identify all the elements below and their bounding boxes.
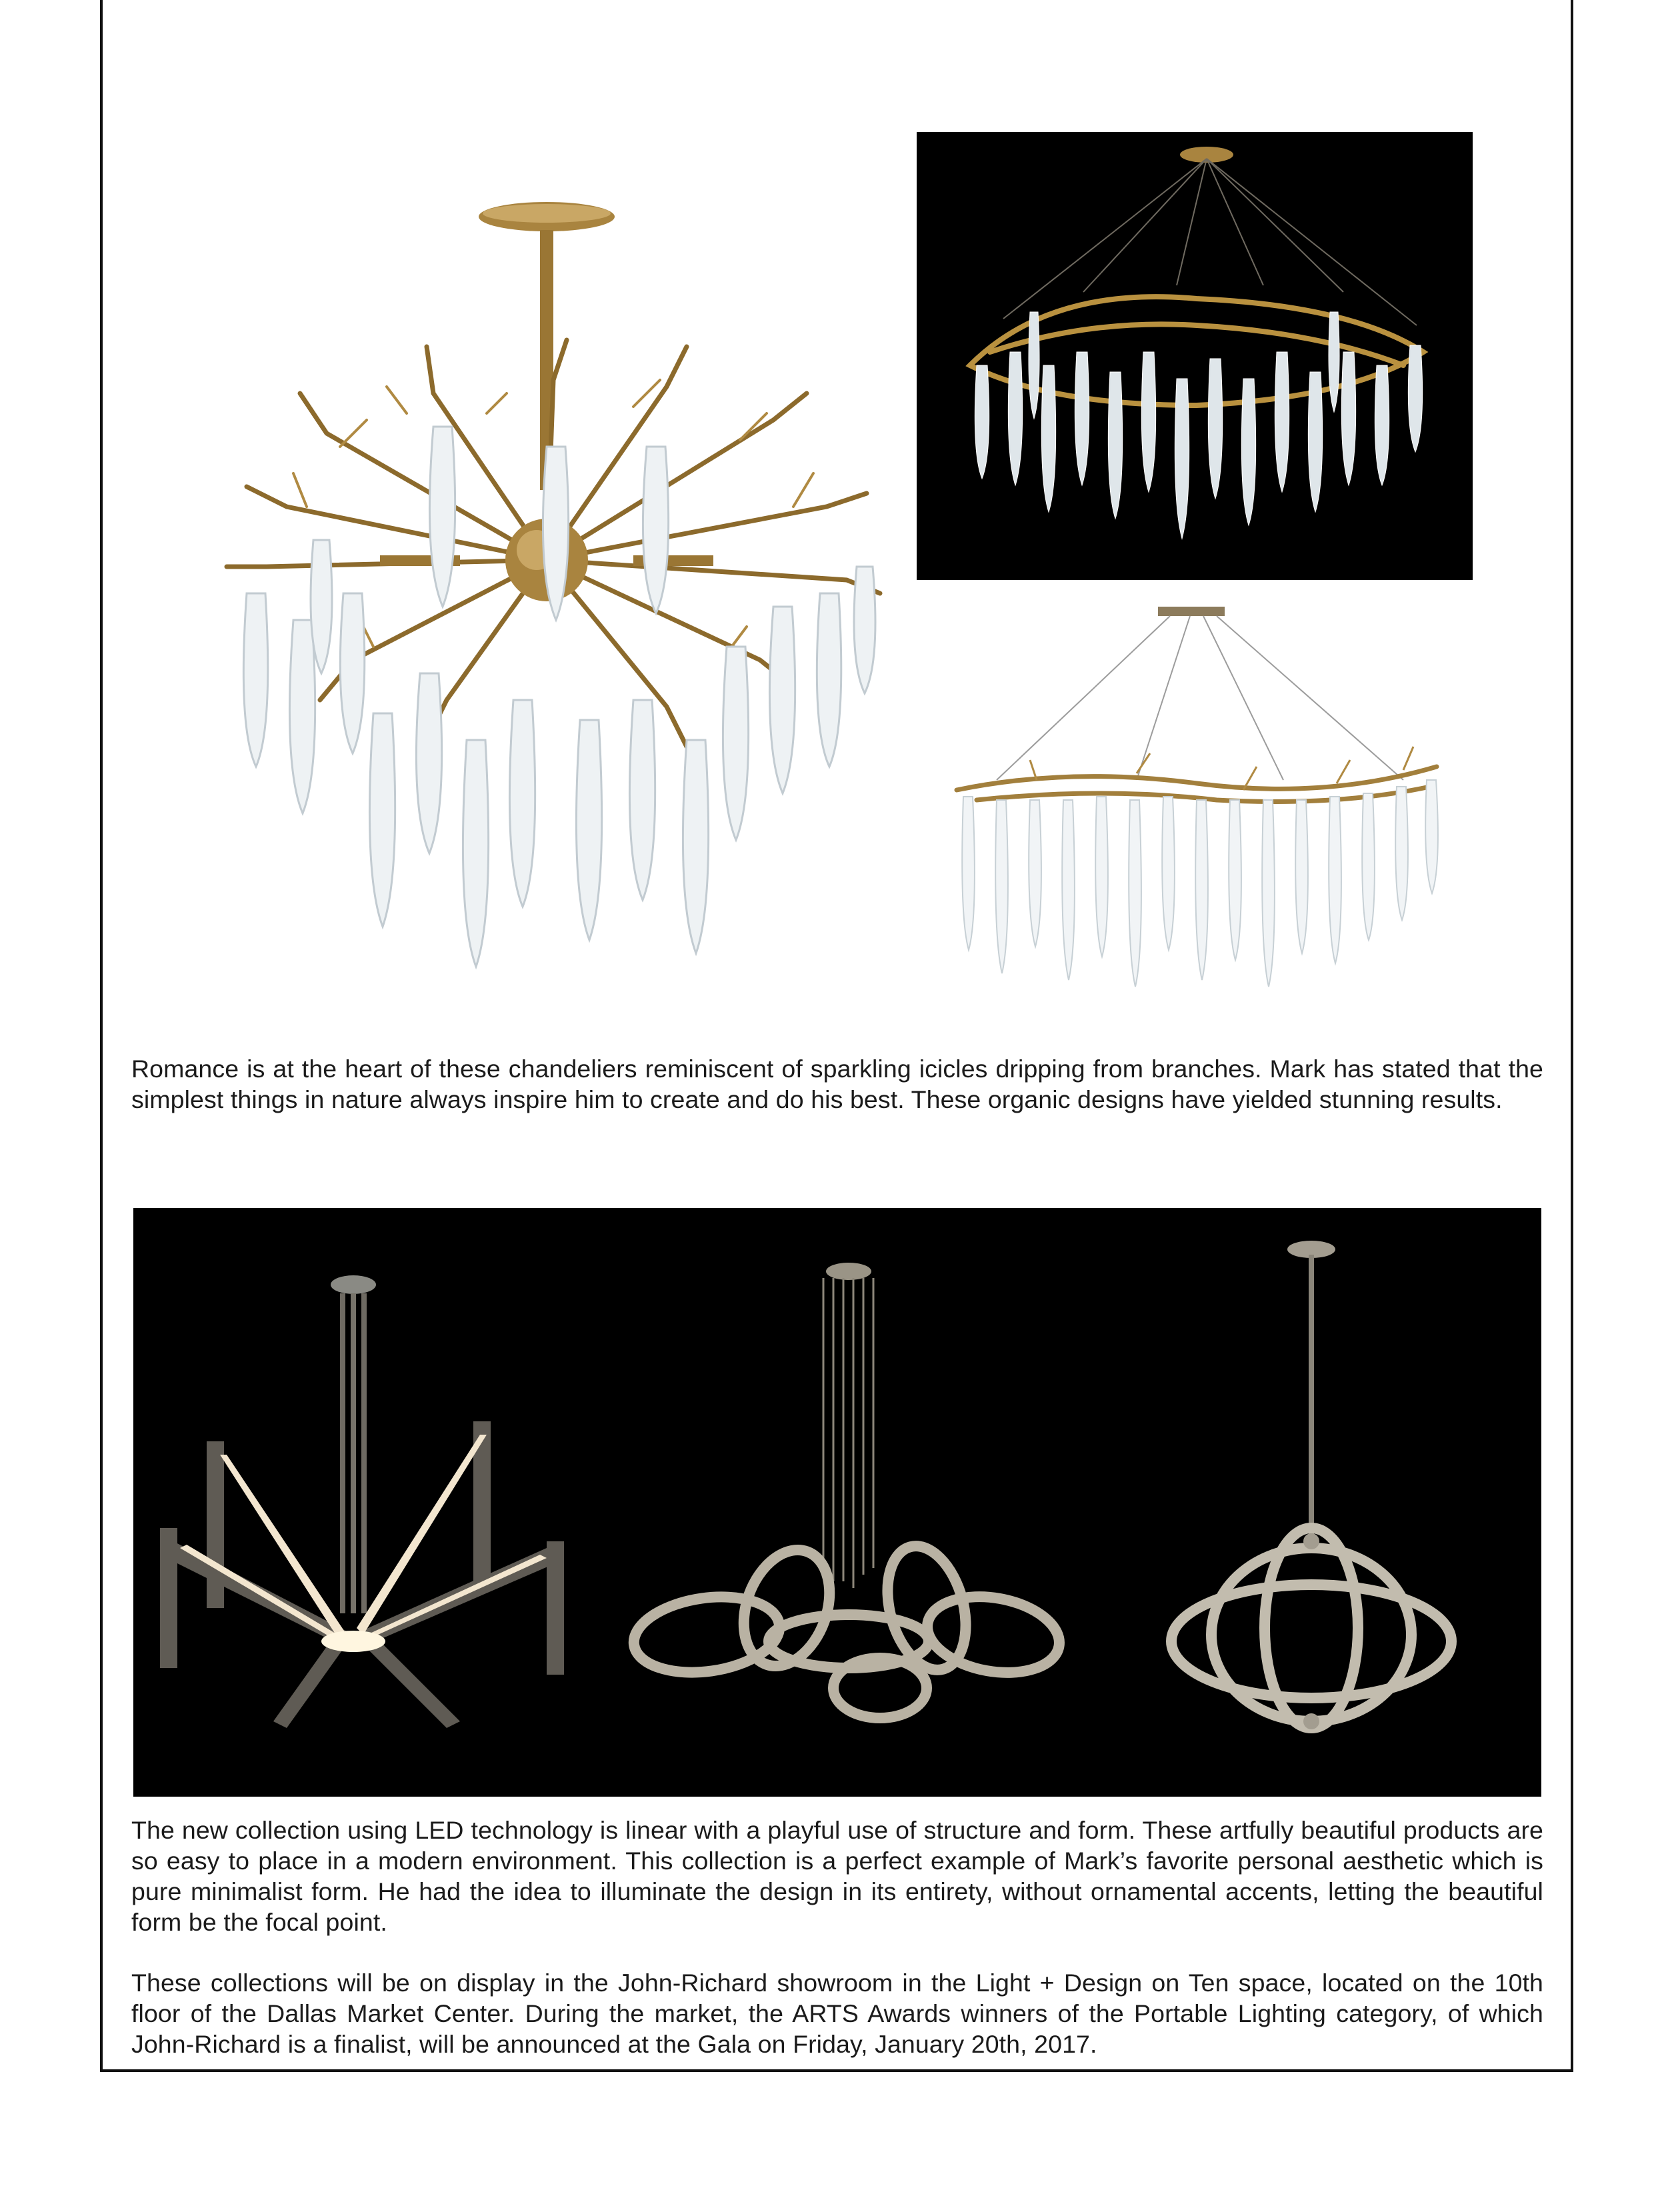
paragraph-showroom-display: These collections will be on display in the John-Richard showroom in the Light + Design on Ten space, located on the 10th floor of the Dallas Market Center. During the market, the ARTS Awards winners of the Portable Lighting category, of which John-Richard is a finalist, will be announced at the Gala on Friday, January 20th, 2017. xyxy=(131,1969,1543,2058)
oval-branch-chandelier-illustration xyxy=(917,132,1473,580)
led-collection-illustration xyxy=(133,1208,1541,1797)
branch-chandelier-photo xyxy=(207,193,893,1013)
paragraph-led-collection: The new collection using LED technology is linear with a playful use of structure and form. These artfully beautiful products are so easy to place in a modern environment. This collection is a perfect example of Mark’s favorite personal aesthetic which is pure minimalist form. He had the idea to illuminate the design in its entirety, without ornamental accents, letting the beautiful form be the focal point. xyxy=(131,1816,1543,1936)
branch-chandelier-illustration xyxy=(207,193,893,1013)
linear-branch-chandelier-photo xyxy=(937,600,1457,1013)
paragraph-branch-chandeliers: Romance is at the heart of these chandeliers reminiscent of sparkling icicles dripping from branches. Mark has stated that the simplest things in nature always inspire him to create and do his best. These organic designs have yielded stunning results. xyxy=(131,1055,1543,1113)
led-collection-photo xyxy=(133,1208,1541,1797)
oval-branch-chandelier-photo xyxy=(917,132,1473,580)
linear-branch-chandelier-illustration xyxy=(937,600,1457,1013)
